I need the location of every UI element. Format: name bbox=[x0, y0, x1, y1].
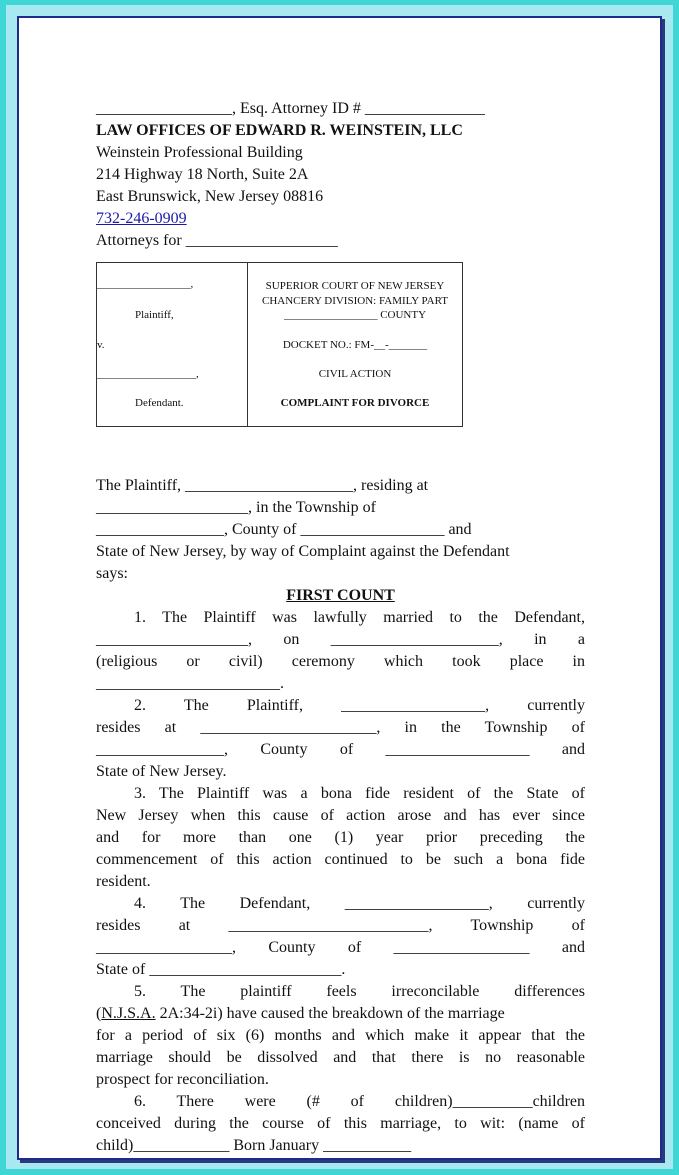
paragraph-2: 2. The Plaintiff, __________________, currently resides at ______________________, in the Township of ________________, County of __________________ and State of New Jersey. bbox=[96, 697, 585, 780]
city-address: East Brunswick, New Jersey 08816 bbox=[96, 188, 324, 205]
document-page bbox=[17, 16, 662, 1160]
paragraph-4: 4. The Defendant, __________________, currently resides at _________________________, Township of _________________, County of _________________ and State of ________________________. bbox=[96, 895, 585, 978]
case-caption-box bbox=[96, 262, 463, 427]
building-name: Weinstein Professional Building bbox=[96, 144, 303, 161]
defendant-label: Defendant. bbox=[135, 397, 184, 409]
intro-paragraph: The Plaintiff, _____________________, residing at ___________________, in the Township of ________________, County of __________________ and State of New Jersey, by way of Complaint against the Defendant says: bbox=[96, 477, 510, 582]
plaintiff-label: Plaintiff, bbox=[135, 309, 174, 321]
law-firm-name: LAW OFFICES OF EDWARD R. WEINSTEIN, LLC bbox=[96, 122, 463, 139]
paragraph-3: 3. The Plaintiff was a bona fide resident of the State of New Jersey when this cause of action arose and has ever since and for more than one (1) year prior preceding the commencement of this action continued to be such a bona fide resident. bbox=[96, 785, 585, 890]
paragraph-5: 5. The plaintiff feels irreconcilable differences (N.J.S.A. 2A:34-2i) have caused the breakdown of the marriage for a period of six (6) months and which make it appear that the marriage should be dissolved and that there is no reasonable prospect for reconciliation. bbox=[96, 983, 585, 1088]
court-county: _________________ COUNTY bbox=[283, 309, 427, 321]
caption-parties bbox=[97, 263, 248, 426]
document-content bbox=[96, 98, 585, 1157]
attorneys-for-line: Attorneys for ___________________ bbox=[96, 232, 338, 249]
court-division: CHANCERY DIVISION: FAMILY PART bbox=[262, 295, 448, 307]
versus-label: v. bbox=[97, 339, 105, 351]
paragraph-1: 1. The Plaintiff was lawfully married to the Defendant, ___________________, on _____________________, in a (religious or civil) ceremony which took place in _______________________. bbox=[96, 609, 585, 692]
phone-link[interactable]: 732-246-0909 bbox=[96, 210, 187, 227]
statute-reference: N.J.S.A. bbox=[101, 1005, 156, 1022]
court-name: SUPERIOR COURT OF NEW JERSEY bbox=[265, 280, 445, 292]
complaint-title: COMPLAINT FOR DIVORCE bbox=[280, 397, 430, 409]
attorney-id-line: _________________, Esq. Attorney ID # _______________ bbox=[96, 100, 485, 117]
paragraph-6: 6. There were (# of children)__________children conceived during the course of this marriage, to wit: (name of child)____________ Born January ___________ bbox=[96, 1093, 585, 1154]
first-count-heading: FIRST COUNT bbox=[286, 587, 395, 604]
docket-number: DOCKET NO.: FM-__-_______ bbox=[282, 339, 428, 351]
caption-court bbox=[248, 263, 462, 426]
street-address: 214 Highway 18 North, Suite 2A bbox=[96, 166, 309, 183]
defendant-blank: __________________, bbox=[97, 368, 199, 380]
plaintiff-blank: _________________, bbox=[97, 278, 194, 290]
civil-action-label: CIVIL ACTION bbox=[318, 368, 392, 380]
